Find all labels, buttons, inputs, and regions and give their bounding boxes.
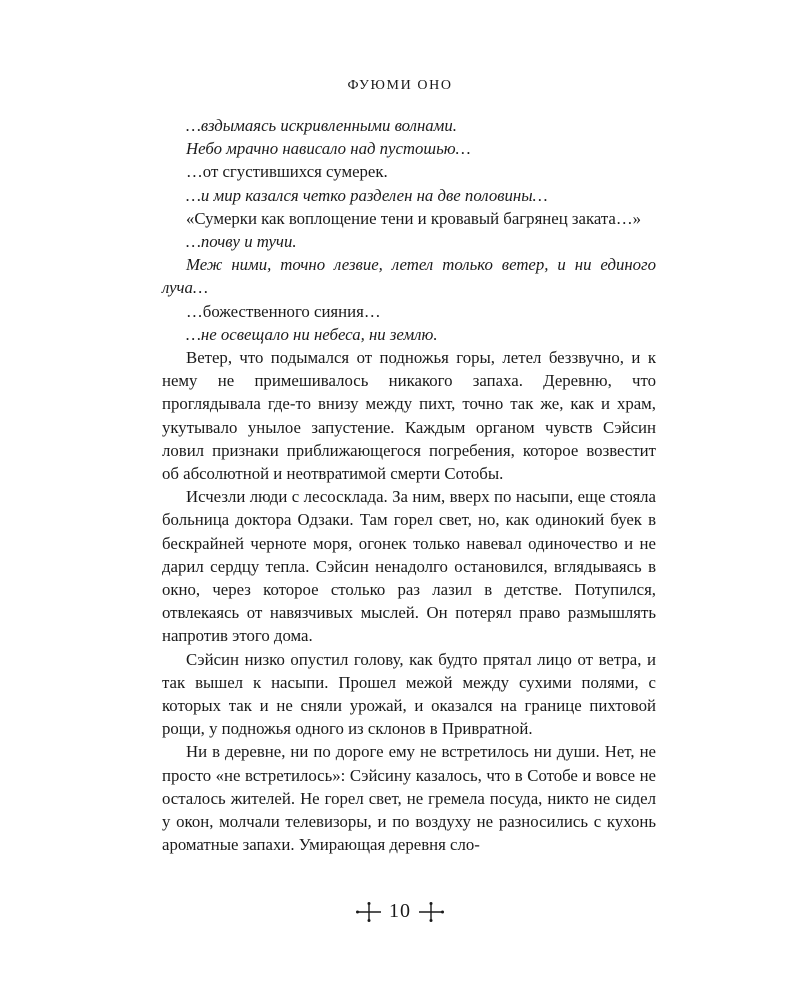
page-footer bbox=[0, 900, 800, 923]
page-number: 10 bbox=[389, 900, 411, 922]
paragraph: Ни в деревне, ни по дороге ему не встретилось ни души. Нет, не просто «не встретилось»: Сэйсину казалось, что в Сотобе и вовсе не осталось жителей. Не горел свет, не гремела посуда, никто не сидел у окон, молчали телевизоры, и по воздуху не разносились с кухонь ароматные запахи. Умирающая деревня сло- bbox=[162, 742, 656, 855]
paragraph: …и мир казался четко разделен на две половины… bbox=[186, 185, 548, 205]
paragraph: «Сумерки как воплощение тени и кровавый багрянец заката…» bbox=[186, 208, 642, 228]
paragraph: …от сгустившихся сумерек. bbox=[186, 162, 388, 182]
paragraph: …божественного сияния… bbox=[186, 301, 381, 321]
body-text bbox=[162, 114, 656, 857]
paragraph: …вздымаясь искривленными волнами. bbox=[186, 116, 457, 135]
right-ornament-icon bbox=[417, 901, 445, 923]
left-ornament-icon bbox=[355, 901, 383, 923]
paragraph: Меж ними, точно лезвие, летел только ветер, и ни единого луча… bbox=[162, 255, 656, 298]
paragraph: …не освещало ни небеса, ни землю. bbox=[186, 324, 438, 344]
paragraph: Ветер, что подымался от подножья горы, летел беззвучно, и к нему не примешивалось никакого запаха. Деревню, что проглядывала где-то внизу между пихт, точно так же, как и храм, укутывало унылое запустение. Каждым органом чувств Сэйсин ловил признаки приближающегося погребения, которое возвестит об абсолютной и неотвратимой смерти Сотобы. bbox=[162, 348, 656, 484]
running-header: ФУЮМИ ОНО bbox=[347, 78, 453, 93]
paragraph: …почву и тучи. bbox=[186, 232, 297, 252]
paragraph: Исчезли люди с лесосклада. За ним, вверх по насыпи, еще стояла больница доктора Одзаки. Там горел свет, но, как одинокий буек в бескрайней черноте моря, огонек только навевал одиночество и не дарил сердцу тепла. Сэйсин ненадолго остановился, вглядываясь в окно, через которое столько раз лазил в детстве. Потупился, отвлекаясь от навязчивых мыслей. Он потерял право размышлять напротив этого дома. bbox=[162, 487, 656, 646]
paragraph: Сэйсин низко опустил голову, как будто прятал лицо от ветра, и так вышел к насыпи. Прошел межой между сухими полями, с которых так и не сняли урожай, и оказался на границе пихтовой рощи, у подножья одного из склонов в Привратной. bbox=[162, 649, 656, 739]
paragraph: Небо мрачно нависало над пустошью… bbox=[186, 139, 471, 159]
